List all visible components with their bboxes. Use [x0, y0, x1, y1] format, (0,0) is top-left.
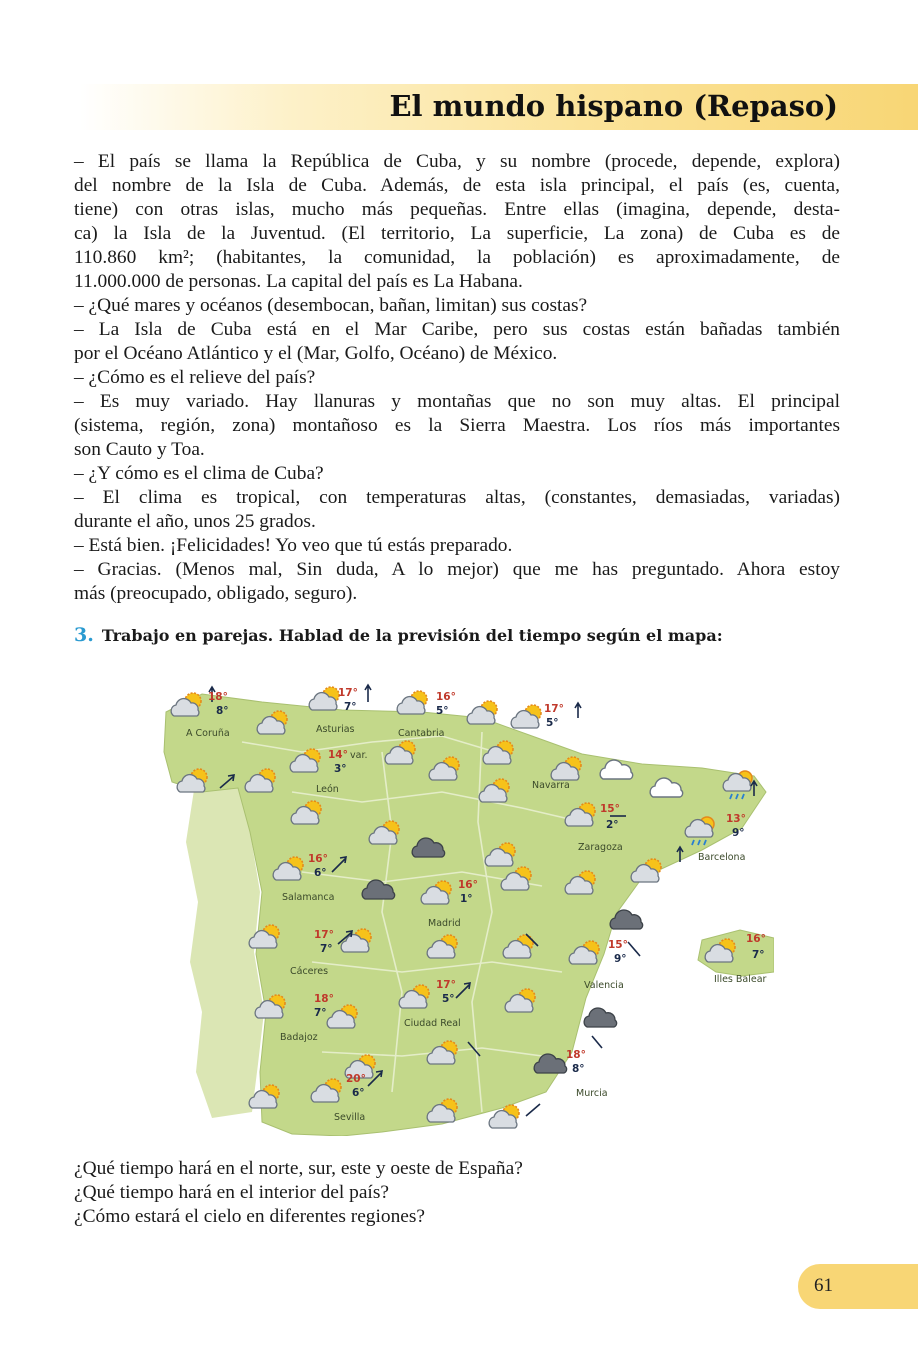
city-label: Illes Balear: [714, 974, 767, 985]
question-line: ¿Qué tiempo hará en el norte, sur, este y oeste de España?: [74, 1158, 523, 1179]
city-label: Murcia: [576, 1088, 608, 1099]
temp-max: 15°: [600, 803, 620, 815]
city-label: Ciudad Real: [404, 1018, 461, 1029]
temp-max: 16°: [746, 933, 766, 945]
temp-min: 2°: [606, 819, 619, 831]
temp-min: 7°: [752, 949, 765, 961]
city-label: Sevilla: [334, 1112, 366, 1123]
temp-max: 16°: [458, 879, 478, 891]
text-line: – Está bien. ¡Felicidades! Yo veo que tú estás preparado.: [74, 535, 513, 556]
text-line: – Es muy variado. Hay llanuras y montañas que no son muy altas. El principal: [74, 391, 840, 412]
temp-max: 18°: [314, 993, 334, 1005]
text-line: (sistema, región, zona) montañoso es la Sierra Maestra. Los ríos más importantes: [74, 415, 840, 436]
temp-max: 17°: [436, 979, 456, 991]
temp-min: 6°: [314, 867, 327, 879]
exercise-heading: [74, 624, 723, 646]
temp-min: 5°: [436, 705, 449, 717]
temp-max: 18°: [566, 1049, 586, 1061]
dialogue-text: [74, 150, 840, 606]
page-number: 61: [814, 1275, 833, 1296]
text-line: son Cauto y Toa.: [74, 439, 205, 460]
page-title: El mundo hispano (Repaso): [389, 89, 838, 123]
question-line: ¿Qué tiempo hará en el interior del país?: [74, 1182, 389, 1203]
text-line: del nombre de la Isla de Cuba. Además, de esta isla principal, el país (es, cuenta,: [74, 175, 840, 196]
temp-min: 9°: [614, 953, 627, 965]
temp-min: 5°: [442, 993, 455, 1005]
temp-max: 17°: [314, 929, 334, 941]
wind-variable-label: var.: [350, 750, 368, 761]
city-label: Cantabria: [398, 728, 445, 739]
city-label: Barcelona: [698, 852, 746, 863]
city-label: Zaragoza: [578, 842, 623, 853]
text-line: por el Océano Atlántico y el (Mar, Golfo, Océano) de México.: [74, 343, 558, 364]
text-line: – Gracias. (Menos mal, Sin duda, A lo mejor) que me has preguntado. Ahora estoy: [74, 559, 840, 580]
text-line: 11.000.000 de personas. La capital del país es La Habana.: [74, 271, 523, 292]
temp-max: 15°: [608, 939, 628, 951]
text-line: – ¿Qué mares y océanos (desembocan, bañan, limitan) sus costas?: [74, 295, 588, 316]
temp-min: 7°: [320, 943, 333, 955]
temp-max: 18°: [208, 691, 228, 703]
temp-min: 5°: [546, 717, 559, 729]
temp-max: 20°: [346, 1073, 366, 1085]
text-line: – ¿Cómo es el relieve del país?: [74, 367, 316, 388]
temp-min: 3°: [334, 763, 347, 775]
text-line: – El país se llama la República de Cuba, y su nombre (procede, depende, explora): [74, 151, 840, 172]
text-line: – ¿Y cómo es el clima de Cuba?: [74, 463, 324, 484]
temp-max: 17°: [338, 687, 358, 699]
city-label: Madrid: [428, 918, 461, 929]
question-line: ¿Cómo estará el cielo en diferentes regiones?: [74, 1206, 426, 1227]
exercise-number: 3.: [74, 624, 94, 646]
temp-min: 7°: [314, 1007, 327, 1019]
exercise-instruction: Trabajo en parejas. Hablad de la previsión del tiempo según el mapa:: [101, 626, 723, 645]
weather-map: [142, 672, 774, 1136]
temp-max: 17°: [544, 703, 564, 715]
temp-max: 16°: [308, 853, 328, 865]
city-label: León: [316, 784, 339, 795]
city-label: Navarra: [532, 780, 570, 791]
text-line: durante el año, unos 25 grados.: [74, 511, 316, 532]
city-label: Asturias: [316, 724, 355, 735]
temp-max: 13°: [726, 813, 746, 825]
text-line: – La Isla de Cuba está en el Mar Caribe, pero sus costas están bañadas también: [74, 319, 840, 340]
temp-min: 9°: [732, 827, 745, 839]
city-label: Cáceres: [290, 966, 329, 977]
temp-max: 14°: [328, 749, 348, 761]
discussion-questions: [74, 1157, 523, 1229]
city-label: Valencia: [584, 980, 624, 991]
city-label: Badajoz: [280, 1032, 318, 1043]
text-line: 110.860 km²; (habitantes, la comunidad, la población) es aproximadamente, de: [74, 247, 840, 268]
text-line: ca) la Isla de la Juventud. (El territorio, La superficie, La zona) de Cuba es de: [74, 223, 840, 244]
text-line: tiene) con otras islas, mucho más pequeñas. Entre ellas (imagina, depende, desta-: [74, 199, 840, 220]
text-line: más (preocupado, obligado, seguro).: [74, 583, 358, 604]
city-label: Salamanca: [282, 892, 335, 903]
temp-min: 1°: [460, 893, 473, 905]
temp-min: 7°: [344, 701, 357, 713]
text-line: – El clima es tropical, con temperaturas altas, (constantes, demasiadas, variadas): [74, 487, 840, 508]
temp-min: 8°: [572, 1063, 585, 1075]
temp-min: 8°: [216, 705, 229, 717]
city-label: A Coruña: [186, 728, 230, 739]
temp-max: 16°: [436, 691, 456, 703]
temp-min: 6°: [352, 1087, 365, 1099]
